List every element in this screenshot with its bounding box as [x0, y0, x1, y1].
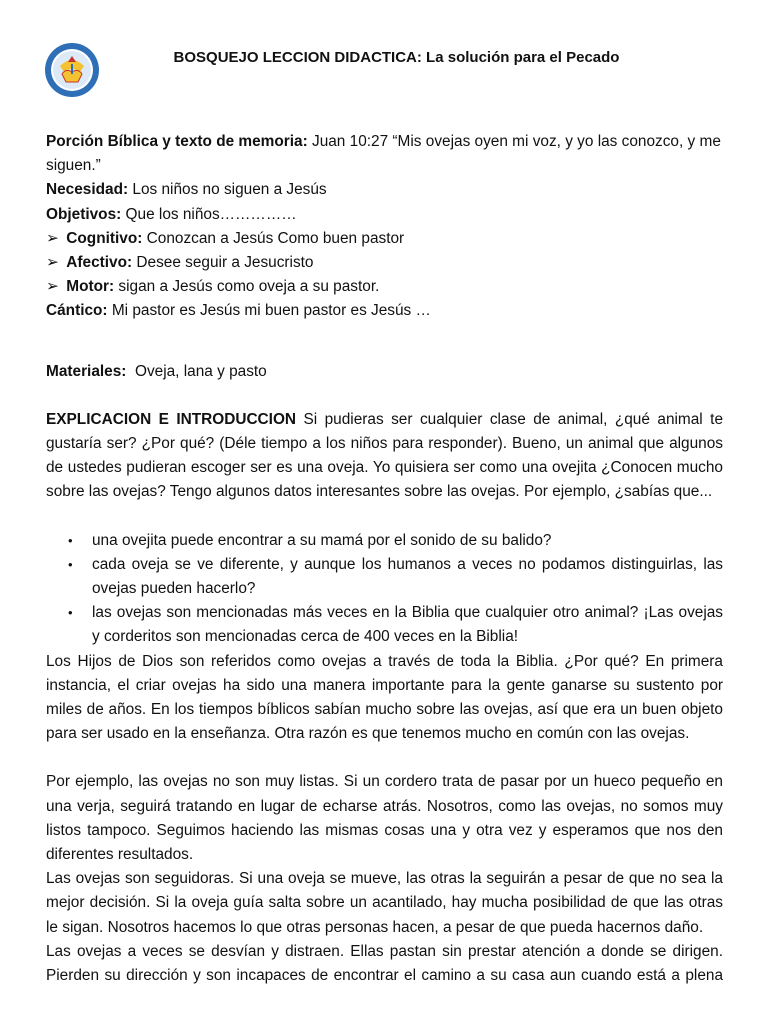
- list-item-text: una ovejita puede encontrar a su mamá por el sonido de su balido?: [92, 531, 552, 549]
- motor-line: [46, 275, 723, 299]
- spacer: [46, 746, 723, 770]
- objetivos-label: Objetivos:: [46, 205, 122, 223]
- paragraph-sheep-followers: Las ovejas son seguidoras. Si una oveja se mueve, las otras la seguirán a pesar de que no sea la mejor decisión. Si la oveja guía salta sobre un acantilado, hay mucha posibilidad de que las otras le sigan. Nosotros hacemos lo que otras personas hacen, a pesar de que pueda hacernos daño.: [46, 870, 723, 936]
- intro-text: Si pudieras ser cualquier clase de animal, ¿qué animal te gustaría ser? ¿Por qué? (Déle tiempo a los niños para responder). Bueno, un animal que algunos de ustedes pudieran escoger ser es una oveja. Yo quisiera ser como una ovejita ¿Conocen mucho sobre las ovejas? Tengo algunos datos interesantes sobre las ovejas. Por ejemplo, ¿sabías que...: [46, 410, 723, 501]
- materiales-text: Oveja, lana y pasto: [126, 362, 267, 380]
- afectivo-line: [46, 251, 723, 275]
- objetivos-line: [46, 203, 723, 227]
- necesidad-text: Los niños no siguen a Jesús: [128, 181, 327, 199]
- cognitivo-label: Cognitivo:: [66, 229, 143, 247]
- necesidad-line: [46, 178, 723, 202]
- paragraph-sheep-stray: Las ovejas a veces se desvían y distraen. Ellas pastan sin prestar atención a donde se dirigen. Pierden su dirección y son incapaces de encontrar el camino a su casa aun cuando está a plena: [46, 942, 723, 985]
- list-item-text: cada oveja se ve diferente, y aunque los humanos a veces no podamos distinguirlas, las ovejas pueden hacerlo?: [92, 555, 723, 598]
- bullet-icon: •: [68, 556, 73, 572]
- cantico-label: Cántico:: [46, 302, 108, 320]
- cantico-line: [46, 299, 723, 323]
- list-item: [46, 553, 723, 601]
- list-item-text: las ovejas son mencionadas más veces en la Biblia que cualquier otro animal? ¡Las ovejas y corderitos son mencionadas cerca de 400 veces en la Biblia!: [92, 604, 723, 646]
- spacer: [46, 348, 723, 360]
- document-body: [46, 130, 723, 988]
- arrow-bullet-icon: ➢: [46, 254, 59, 272]
- bullet-icon: •: [68, 532, 73, 548]
- paragraph-sheep-not-smart: Por ejemplo, las ovejas no son muy listas. Si un cordero trata de pasar por un hueco pequeño en una verja, seguirá tratando en lugar de echarse atrás. Nosotros, como las ovejas, no somos muy listos tampoco. Seguimos haciendo las mismas cosas una y otra vez y esperamos que nos den diferentes resultados.: [46, 773, 723, 864]
- spacer: [46, 505, 723, 529]
- materiales-line: [46, 360, 723, 384]
- materiales-label: Materiales:: [46, 362, 127, 380]
- spacer: [46, 324, 723, 348]
- intro-label: EXPLICACION E INTRODUCCION: [46, 410, 297, 428]
- motor-text: sigan a Jesús como oveja a su pastor.: [114, 278, 380, 296]
- paragraph-sheep-bible: Los Hijos de Dios son referidos como ovejas a través de toda la Biblia. ¿Por qué? En primera instancia, el criar ovejas ha sido una manera importante para la gente ganarse su sustento por miles de años. En los tiempos bíblicos sabían mucho sobre las ovejas, así que era un buen objeto para ser usado en la enseñanza. Otra razón es que tenemos mucho en común con las ovejas.: [46, 652, 723, 743]
- cognitivo-line: [46, 227, 723, 251]
- list-item: [46, 601, 723, 649]
- afectivo-text: Desee seguir a Jesucristo: [132, 254, 314, 272]
- list-item: [46, 529, 723, 553]
- cantico-text: Mi pastor es Jesús mi buen pastor es Jesús …: [107, 302, 431, 320]
- arrow-bullet-icon: ➢: [46, 229, 59, 247]
- facts-list: [46, 529, 723, 650]
- intro-paragraph: [46, 408, 723, 505]
- arrow-bullet-icon: ➢: [46, 278, 59, 296]
- document-title: BOSQUEJO LECCION DIDACTICA: La solución para el Pecado: [173, 49, 620, 66]
- necesidad-label: Necesidad:: [46, 181, 129, 199]
- porcion-text: Juan 10:27 “Mis ovejas oyen mi voz, y yo las conozco, y me siguen.”: [46, 133, 721, 175]
- cognitivo-text: Conozcan a Jesús Como buen pastor: [142, 229, 405, 247]
- afectivo-label: Afectivo:: [66, 254, 133, 272]
- objetivos-text: Que los niños……………: [121, 205, 297, 223]
- porcion-line: [46, 130, 723, 178]
- motor-label: Motor:: [66, 278, 115, 296]
- bullet-icon: •: [68, 605, 73, 621]
- porcion-label: Porción Bíblica y texto de memoria:: [46, 133, 308, 150]
- spacer: [46, 384, 723, 408]
